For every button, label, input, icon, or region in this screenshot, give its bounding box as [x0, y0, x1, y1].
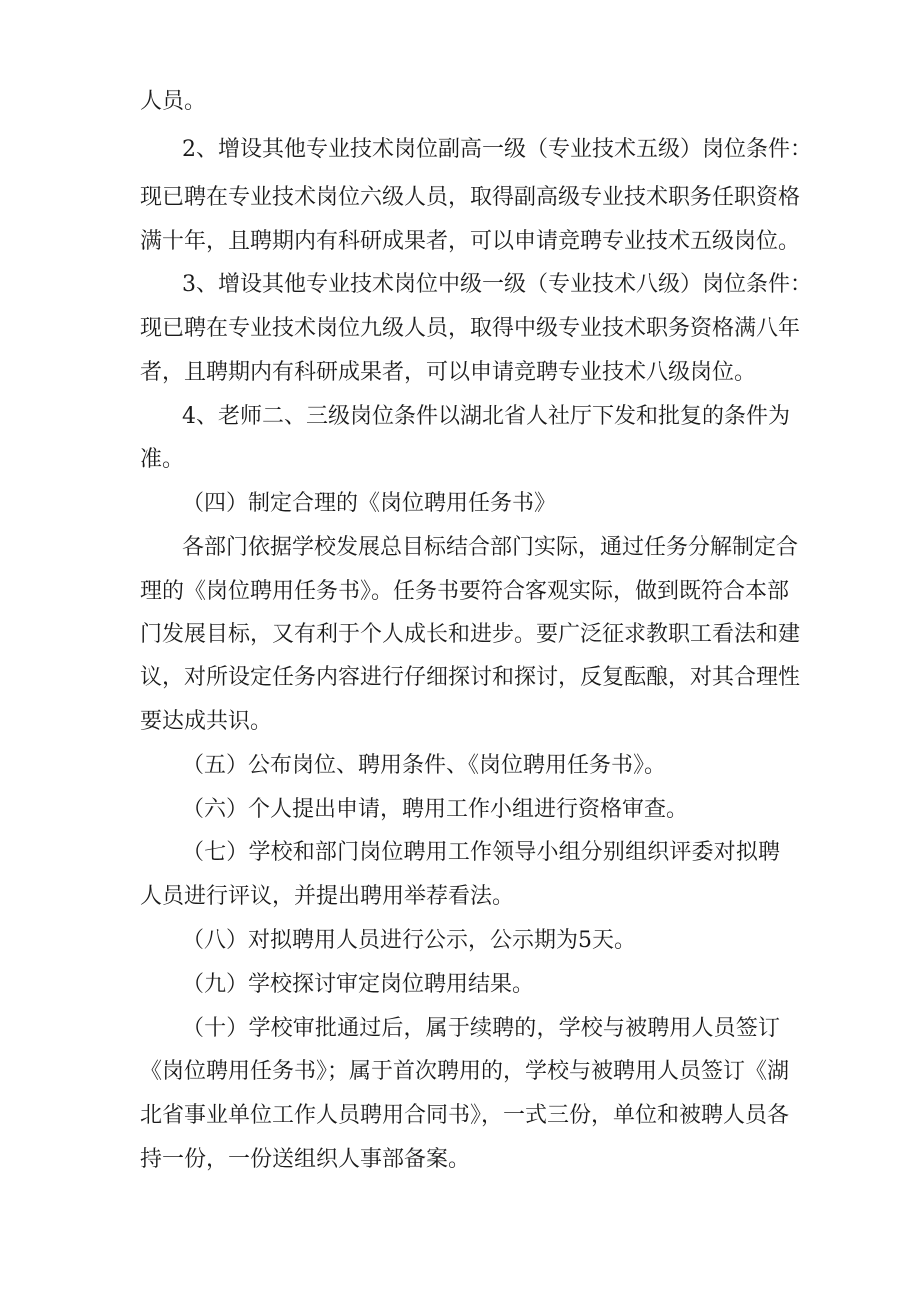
text-line: 议，对所设定任务内容进行仔细探讨和探讨，反复酝酿，对其合理性: [140, 665, 801, 690]
text-line: 4、老师二、三级岗位条件以湖北省人社厅下发和批复的条件为: [182, 404, 790, 429]
text-line: 3、增设其他专业技术岗位中级一级（专业技术八级）岗位条件：: [182, 272, 812, 297]
text-line: 理的《岗位聘用任务书》。任务书要符合客观实际，做到既符合本部: [140, 579, 790, 604]
text-line: 准。: [140, 447, 185, 472]
text-line: 北省事业单位工作人员聘用合同书》，一式三份，单位和被聘人员各: [140, 1103, 790, 1128]
text-line: 现已聘在专业技术岗位九级人员，取得中级专业技术职务资格满八年: [140, 316, 801, 341]
text-line: 现已聘在专业技术岗位六级人员，取得副高级专业技术职务任职资格: [140, 185, 801, 210]
section-heading: （四）制定合理的《岗位聘用任务书》: [182, 491, 557, 516]
text-line: 人员。: [140, 89, 207, 114]
text-line: 门发展目标，又有利于个人成长和进步。要广泛征求教职工看法和建: [140, 622, 801, 647]
text-line: （五）公布岗位、聘用条件、《岗位聘用任务书》。: [182, 753, 667, 778]
text-line: 满十年，且聘期内有科研成果者，可以申请竞聘专业技术五级岗位。: [140, 229, 801, 254]
text-line: 2、增设其他专业技术岗位副高一级（专业技术五级）岗位条件：: [182, 137, 812, 162]
text-line: 《岗位聘用任务书》；属于首次聘用的，学校与被聘用人员签订《湖: [140, 1059, 790, 1084]
text-line: （十）学校审批通过后，属于续聘的，学校与被聘用人员签订: [182, 1016, 780, 1041]
text-line: 各部门依据学校发展总目标结合部门实际，通过任务分解制定合: [182, 535, 799, 560]
text-line: （六）个人提出申请，聘用工作小组进行资格审查。: [182, 797, 689, 822]
text-line: 要达成共识。: [140, 709, 273, 734]
text-line: （七）学校和部门岗位聘用工作领导小组分别组织评委对拟聘: [182, 840, 780, 865]
text-line: 者，且聘期内有科研成果者，可以申请竞聘专业技术八级岗位。: [140, 360, 757, 385]
text-line: （九）学校探讨审定岗位聘用结果。: [182, 972, 535, 997]
text-line: （八）对拟聘用人员进行公示，公示期为5天。: [182, 928, 636, 953]
text-line: 人员进行评议，并提出聘用举荐看法。: [140, 884, 515, 909]
text-line: 持一份，一份送组织人事部备案。: [140, 1147, 471, 1172]
